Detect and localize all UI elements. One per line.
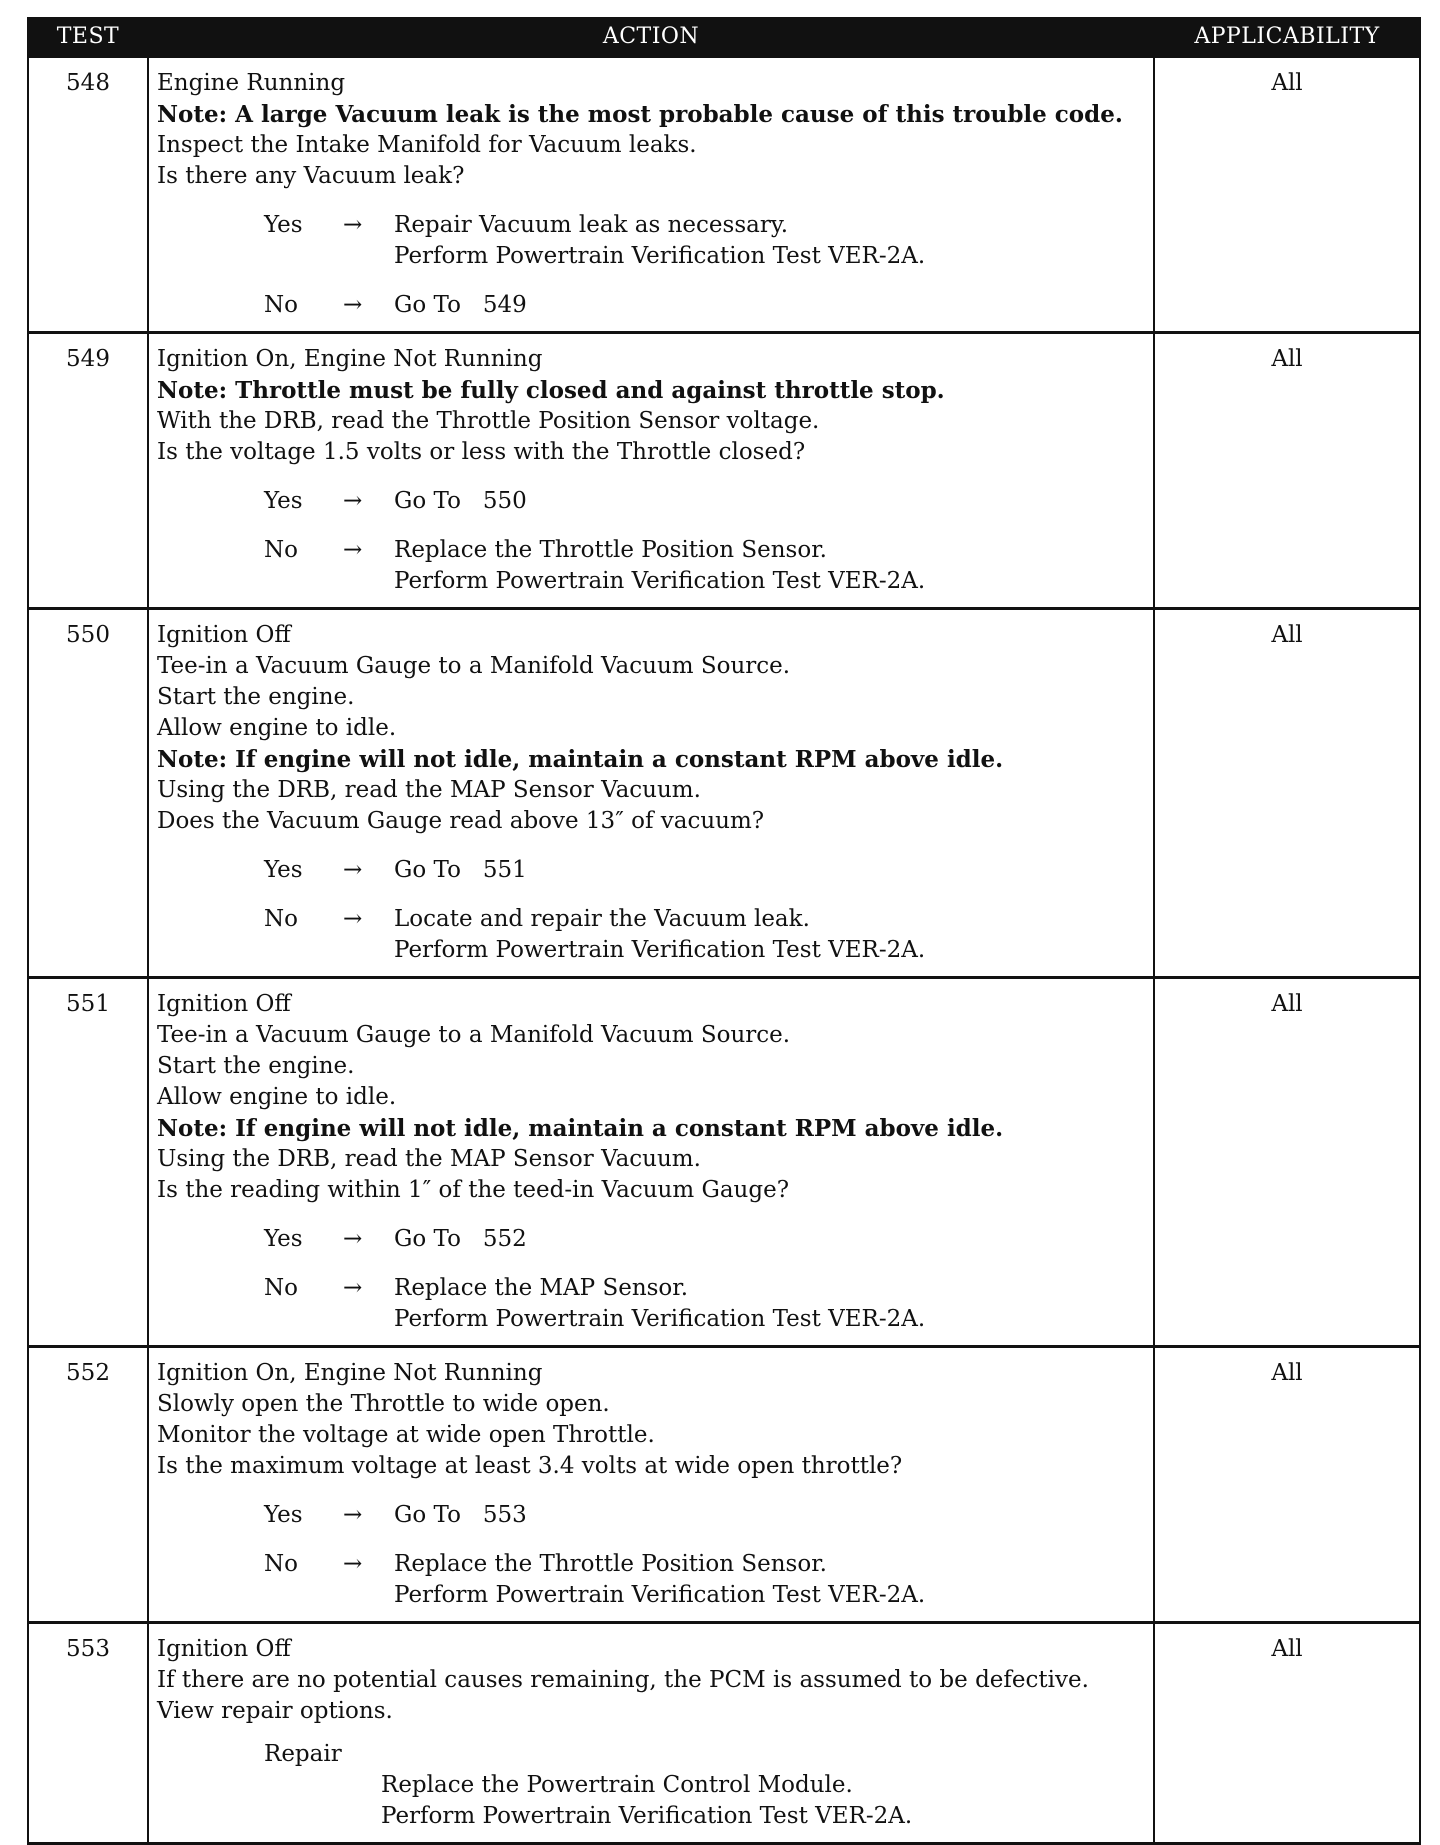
- action-cell: [148, 1623, 1154, 1844]
- diagnostic-test-table: [27, 17, 1421, 1845]
- branch-no: [157, 535, 1145, 597]
- table-row: [28, 1347, 1420, 1623]
- action-cell: [148, 333, 1154, 609]
- branch-label: Yes: [264, 1226, 303, 1252]
- header-test: TEST: [28, 17, 148, 57]
- arrow-right-icon: →: [343, 1551, 363, 1577]
- test-number: 549: [28, 333, 148, 609]
- branch-text: [394, 210, 1145, 272]
- note-line: Note: Throttle must be fully closed and against throttle stop.: [157, 377, 945, 404]
- action-line: View repair options.: [157, 1698, 393, 1724]
- branch-list: [157, 486, 1145, 597]
- arrow-right-icon: →: [343, 1502, 363, 1528]
- action-cell: [148, 609, 1154, 978]
- table-row: [28, 57, 1420, 333]
- repair-line: Perform Powertrain Verification Test VER-2A.: [381, 1803, 913, 1829]
- action-line: Tee-in a Vacuum Gauge to a Manifold Vacuum Source.: [157, 1022, 791, 1048]
- action-line: Allow engine to idle.: [157, 1084, 397, 1110]
- branch-yes: [157, 210, 1145, 272]
- branch-text: [394, 904, 1145, 966]
- branch-list: [157, 210, 1145, 321]
- test-number: 548: [28, 57, 148, 333]
- applicability-value: All: [1154, 333, 1420, 609]
- branch-label: No: [264, 1551, 298, 1577]
- branch-no: [157, 290, 1145, 321]
- branch-label: Yes: [264, 212, 303, 238]
- arrow-right-icon: →: [343, 857, 363, 883]
- branch-line: Go To 549: [394, 292, 527, 318]
- action-line: Ignition Off: [157, 622, 291, 648]
- branch-yes: [157, 855, 1145, 886]
- action-line: Ignition On, Engine Not Running: [157, 1360, 543, 1386]
- branch-line: Perform Powertrain Verification Test VER-2A.: [394, 1582, 926, 1608]
- branch-label: No: [264, 1275, 298, 1301]
- applicability-value: All: [1154, 1347, 1420, 1623]
- branch-text: [394, 486, 1145, 517]
- branch-text: [394, 1500, 1145, 1531]
- branch-line: Perform Powertrain Verification Test VER-2A.: [394, 1306, 926, 1332]
- branch-line: Replace the MAP Sensor.: [394, 1275, 689, 1301]
- branch-list: [157, 855, 1145, 966]
- action-cell: [148, 57, 1154, 333]
- arrow-right-icon: →: [343, 292, 363, 318]
- header-action: ACTION: [148, 17, 1154, 57]
- branch-line: Go To 551: [394, 857, 527, 883]
- header-applicability: APPLICABILITY: [1154, 17, 1420, 57]
- branch-list: [157, 1224, 1145, 1335]
- branch-line: Repair Vacuum leak as necessary.: [394, 212, 789, 238]
- action-line: Is the reading within 1″ of the teed-in Vacuum Gauge?: [157, 1177, 790, 1203]
- branch-yes: [157, 1224, 1145, 1255]
- action-line: Engine Running: [157, 70, 346, 96]
- table-row: [28, 1623, 1420, 1844]
- test-number: 551: [28, 978, 148, 1347]
- action-cell: [148, 978, 1154, 1347]
- arrow-right-icon: →: [343, 212, 363, 238]
- branch-label: Yes: [264, 488, 303, 514]
- action-line: Is the maximum voltage at least 3.4 volts at wide open throttle?: [157, 1453, 903, 1479]
- action-line: Slowly open the Throttle to wide open.: [157, 1391, 610, 1417]
- action-line: If there are no potential causes remaining, the PCM is assumed to be defective.: [157, 1667, 1089, 1693]
- action-line: Inspect the Intake Manifold for Vacuum leaks.: [157, 132, 697, 158]
- branch-yes: [157, 486, 1145, 517]
- branch-line: Perform Powertrain Verification Test VER-2A.: [394, 937, 926, 963]
- applicability-value: All: [1154, 57, 1420, 333]
- branch-no: [157, 1549, 1145, 1611]
- branch-label: No: [264, 537, 298, 563]
- header-row: [28, 17, 1420, 57]
- test-number: 550: [28, 609, 148, 978]
- test-number: 552: [28, 1347, 148, 1623]
- branch-no: [157, 1273, 1145, 1335]
- test-number: 553: [28, 1623, 148, 1844]
- action-line: Ignition Off: [157, 991, 291, 1017]
- branch-text: [394, 1224, 1145, 1255]
- action-line: Start the engine.: [157, 684, 355, 710]
- applicability-value: All: [1154, 609, 1420, 978]
- branch-text: [394, 290, 1145, 321]
- action-line: Does the Vacuum Gauge read above 13″ of vacuum?: [157, 808, 765, 834]
- arrow-right-icon: →: [343, 1226, 363, 1252]
- branch-line: Replace the Throttle Position Sensor.: [394, 1551, 827, 1577]
- action-line: Using the DRB, read the MAP Sensor Vacuum.: [157, 1146, 701, 1172]
- action-cell: [148, 1347, 1154, 1623]
- branch-line: Replace the Throttle Position Sensor.: [394, 537, 827, 563]
- branch-line: Go To 553: [394, 1502, 527, 1528]
- branch-label: Yes: [264, 1502, 303, 1528]
- action-line: Ignition Off: [157, 1636, 291, 1662]
- table-row: [28, 609, 1420, 978]
- branch-label: Yes: [264, 857, 303, 883]
- table-body: [28, 57, 1420, 1844]
- action-line: With the DRB, read the Throttle Position Sensor voltage.: [157, 408, 820, 434]
- branch-line: Go To 552: [394, 1226, 527, 1252]
- repair-label: Repair: [264, 1741, 342, 1767]
- repair-line: Replace the Powertrain Control Module.: [381, 1772, 853, 1798]
- branch-no: [157, 904, 1145, 966]
- action-line: Start the engine.: [157, 1053, 355, 1079]
- branch-text: [394, 855, 1145, 886]
- arrow-right-icon: →: [343, 906, 363, 932]
- note-line: Note: A large Vacuum leak is the most probable cause of this trouble code.: [157, 101, 1123, 128]
- action-line: Allow engine to idle.: [157, 715, 397, 741]
- branch-line: Go To 550: [394, 488, 527, 514]
- action-line: Is there any Vacuum leak?: [157, 163, 465, 189]
- branch-label: No: [264, 292, 298, 318]
- branch-line: Perform Powertrain Verification Test VER-2A.: [394, 243, 926, 269]
- note-line: Note: If engine will not idle, maintain a constant RPM above idle.: [157, 746, 1004, 773]
- applicability-value: All: [1154, 1623, 1420, 1844]
- action-line: Monitor the voltage at wide open Throttle.: [157, 1422, 655, 1448]
- arrow-right-icon: →: [343, 1275, 363, 1301]
- note-line: Note: If engine will not idle, maintain a constant RPM above idle.: [157, 1115, 1004, 1142]
- branch-line: Locate and repair the Vacuum leak.: [394, 906, 810, 932]
- action-line: Ignition On, Engine Not Running: [157, 346, 543, 372]
- branch-text: [394, 1273, 1145, 1335]
- applicability-value: All: [1154, 978, 1420, 1347]
- repair-lines: [381, 1770, 1145, 1832]
- arrow-right-icon: →: [343, 488, 363, 514]
- branch-line: Perform Powertrain Verification Test VER-2A.: [394, 568, 926, 594]
- branch-yes: [157, 1500, 1145, 1531]
- repair-options: [157, 1739, 1145, 1832]
- branch-text: [394, 1549, 1145, 1611]
- branch-list: [157, 1500, 1145, 1611]
- table-row: [28, 333, 1420, 609]
- arrow-right-icon: →: [343, 537, 363, 563]
- branch-label: No: [264, 906, 298, 932]
- action-line: Tee-in a Vacuum Gauge to a Manifold Vacuum Source.: [157, 653, 791, 679]
- table-row: [28, 978, 1420, 1347]
- branch-text: [394, 535, 1145, 597]
- action-line: Is the voltage 1.5 volts or less with the Throttle closed?: [157, 439, 806, 465]
- action-line: Using the DRB, read the MAP Sensor Vacuum.: [157, 777, 701, 803]
